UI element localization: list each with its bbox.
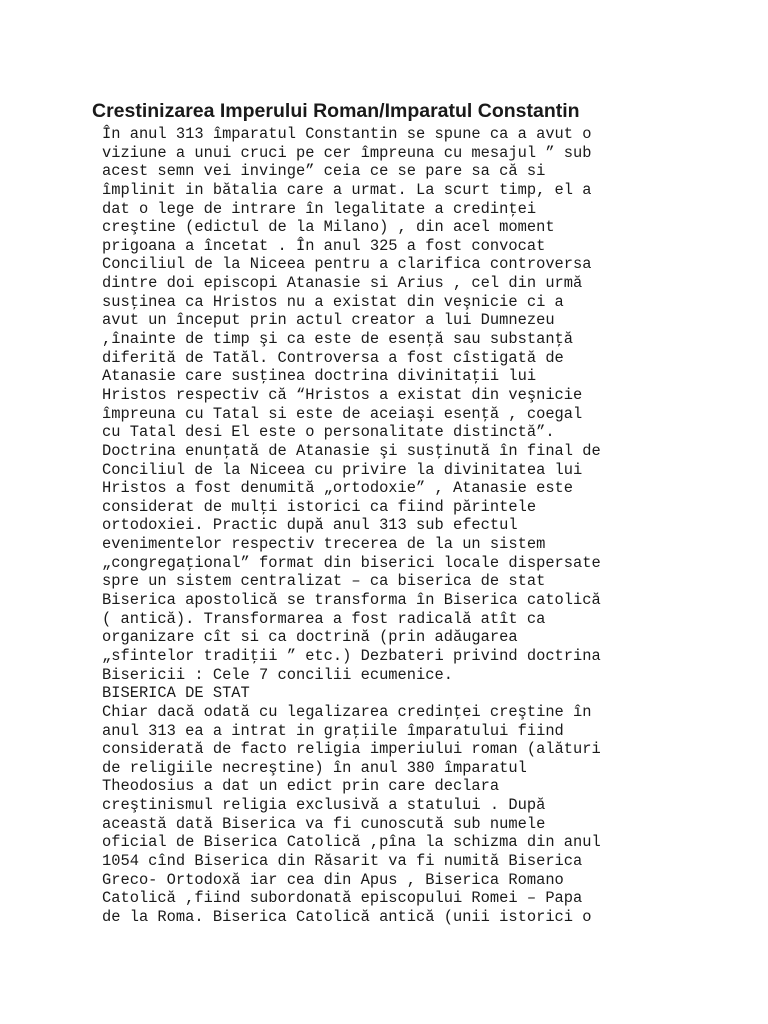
- body-line: oficial de Biserica Catolică ,pîna la schizma din anul: [102, 833, 601, 852]
- body-line: susţinea ca Hristos nu a existat din veşnicie ci a: [102, 292, 564, 311]
- body-line: acest semn vei invinge” ceia ce se pare sa că si: [102, 162, 546, 181]
- body-line: avut un început prin actul creator a lui Dumnezeu: [102, 311, 555, 330]
- body-line: împlinit in bătalia care a urmat. La scurt timp, el a: [102, 180, 592, 199]
- body-line: dat o lege de intrare în legalitate a credinţei: [102, 199, 537, 218]
- body-line: această dată Biserica va fi cunoscută sub numele: [102, 814, 546, 833]
- body-line: creştinismul religia exclusivă a statului . După: [102, 796, 546, 815]
- document-title: Crestinizarea Imperului Roman/Imparatul Constantin: [92, 100, 580, 122]
- body-line: Theodosius a dat un edict prin care declara: [102, 777, 500, 796]
- body-line: Bisericii : Cele 7 concilii ecumenice.: [102, 665, 453, 684]
- body-line: ( antică). Transformarea a fost radicală atît ca: [102, 609, 546, 628]
- body-line: „sfintelor tradiţii ” etc.) Dezbateri privind doctrina: [102, 646, 601, 665]
- body-line: organizare cît si ca doctrină (prin adăugarea: [102, 628, 518, 647]
- body-line: Catolică ,fiind subordonată episcopului Romei – Papa: [102, 889, 583, 908]
- body-line: de la Roma. Biserica Catolică antică (unii istorici o: [102, 907, 592, 926]
- body-line: de religiile necreştine) în anul 380 împaratul: [102, 758, 527, 777]
- body-line: 1054 cînd Biserica din Răsarit va fi numită Biserica: [102, 851, 583, 870]
- body-line: împreuna cu Tatal si este de aceiaşi esenţă , coegal: [102, 404, 583, 423]
- body-line: BISERICA DE STAT: [102, 684, 250, 703]
- body-line: Hristos a fost denumită „ortodoxie” , Atanasie este: [102, 479, 574, 498]
- body-line: ,înainte de timp şi ca este de esenţă sau substanţă: [102, 330, 574, 349]
- body-line: Doctrina enunţată de Atanasie şi susţinută în final de: [102, 441, 601, 460]
- body-line: evenimentelor respectiv trecerea de la un sistem: [102, 535, 546, 554]
- body-line: spre un sistem centralizat – ca biserica de stat: [102, 572, 546, 591]
- body-line: viziune a unui cruci pe cer împreuna cu mesajul ” sub: [102, 143, 592, 162]
- body-line: diferită de Tatăl. Controversa a fost cîstigată de: [102, 348, 564, 367]
- body-line: cu Tatal desi El este o personalitate distinctă”.: [102, 423, 555, 442]
- body-line: creştine (edictul de la Milano) , din acel moment: [102, 218, 555, 237]
- body-line: Greco- Ortodoxă iar cea din Apus , Biserica Romano: [102, 870, 564, 889]
- body-line: dintre doi episcopi Atanasie si Arius , cel din urmă: [102, 274, 583, 293]
- body-line: În anul 313 împaratul Constantin se spune ca a avut o: [102, 125, 592, 143]
- body-line: considerat de mulţi istorici ca fiind părintele: [102, 497, 537, 516]
- body-line: Conciliul de la Niceea pentru a clarifica controversa: [102, 255, 592, 274]
- body-line: „congregaţional” format din biserici locale dispersate: [102, 553, 601, 572]
- document-body: [102, 125, 601, 927]
- body-line: Atanasie care susţinea doctrina divinitaţii lui: [102, 367, 537, 386]
- body-line: prigoana a încetat . În anul 325 a fost convocat: [102, 236, 546, 255]
- body-line: Biserica apostolică se transforma în Biserica catolică: [102, 591, 601, 610]
- body-line: considerată de facto religia imperiului roman (alături: [102, 740, 601, 759]
- body-line: Hristos respectiv că “Hristos a existat din veşnicie: [102, 385, 583, 404]
- body-line: ortodoxiei. Practic după anul 313 sub efectul: [102, 516, 518, 535]
- body-line: Conciliul de la Niceea cu privire la divinitatea lui: [102, 460, 583, 479]
- body-line: anul 313 ea a intrat in graţiile împaratului fiind: [102, 721, 564, 740]
- body-line: Chiar dacă odată cu legalizarea credinţei creştine în: [102, 702, 592, 721]
